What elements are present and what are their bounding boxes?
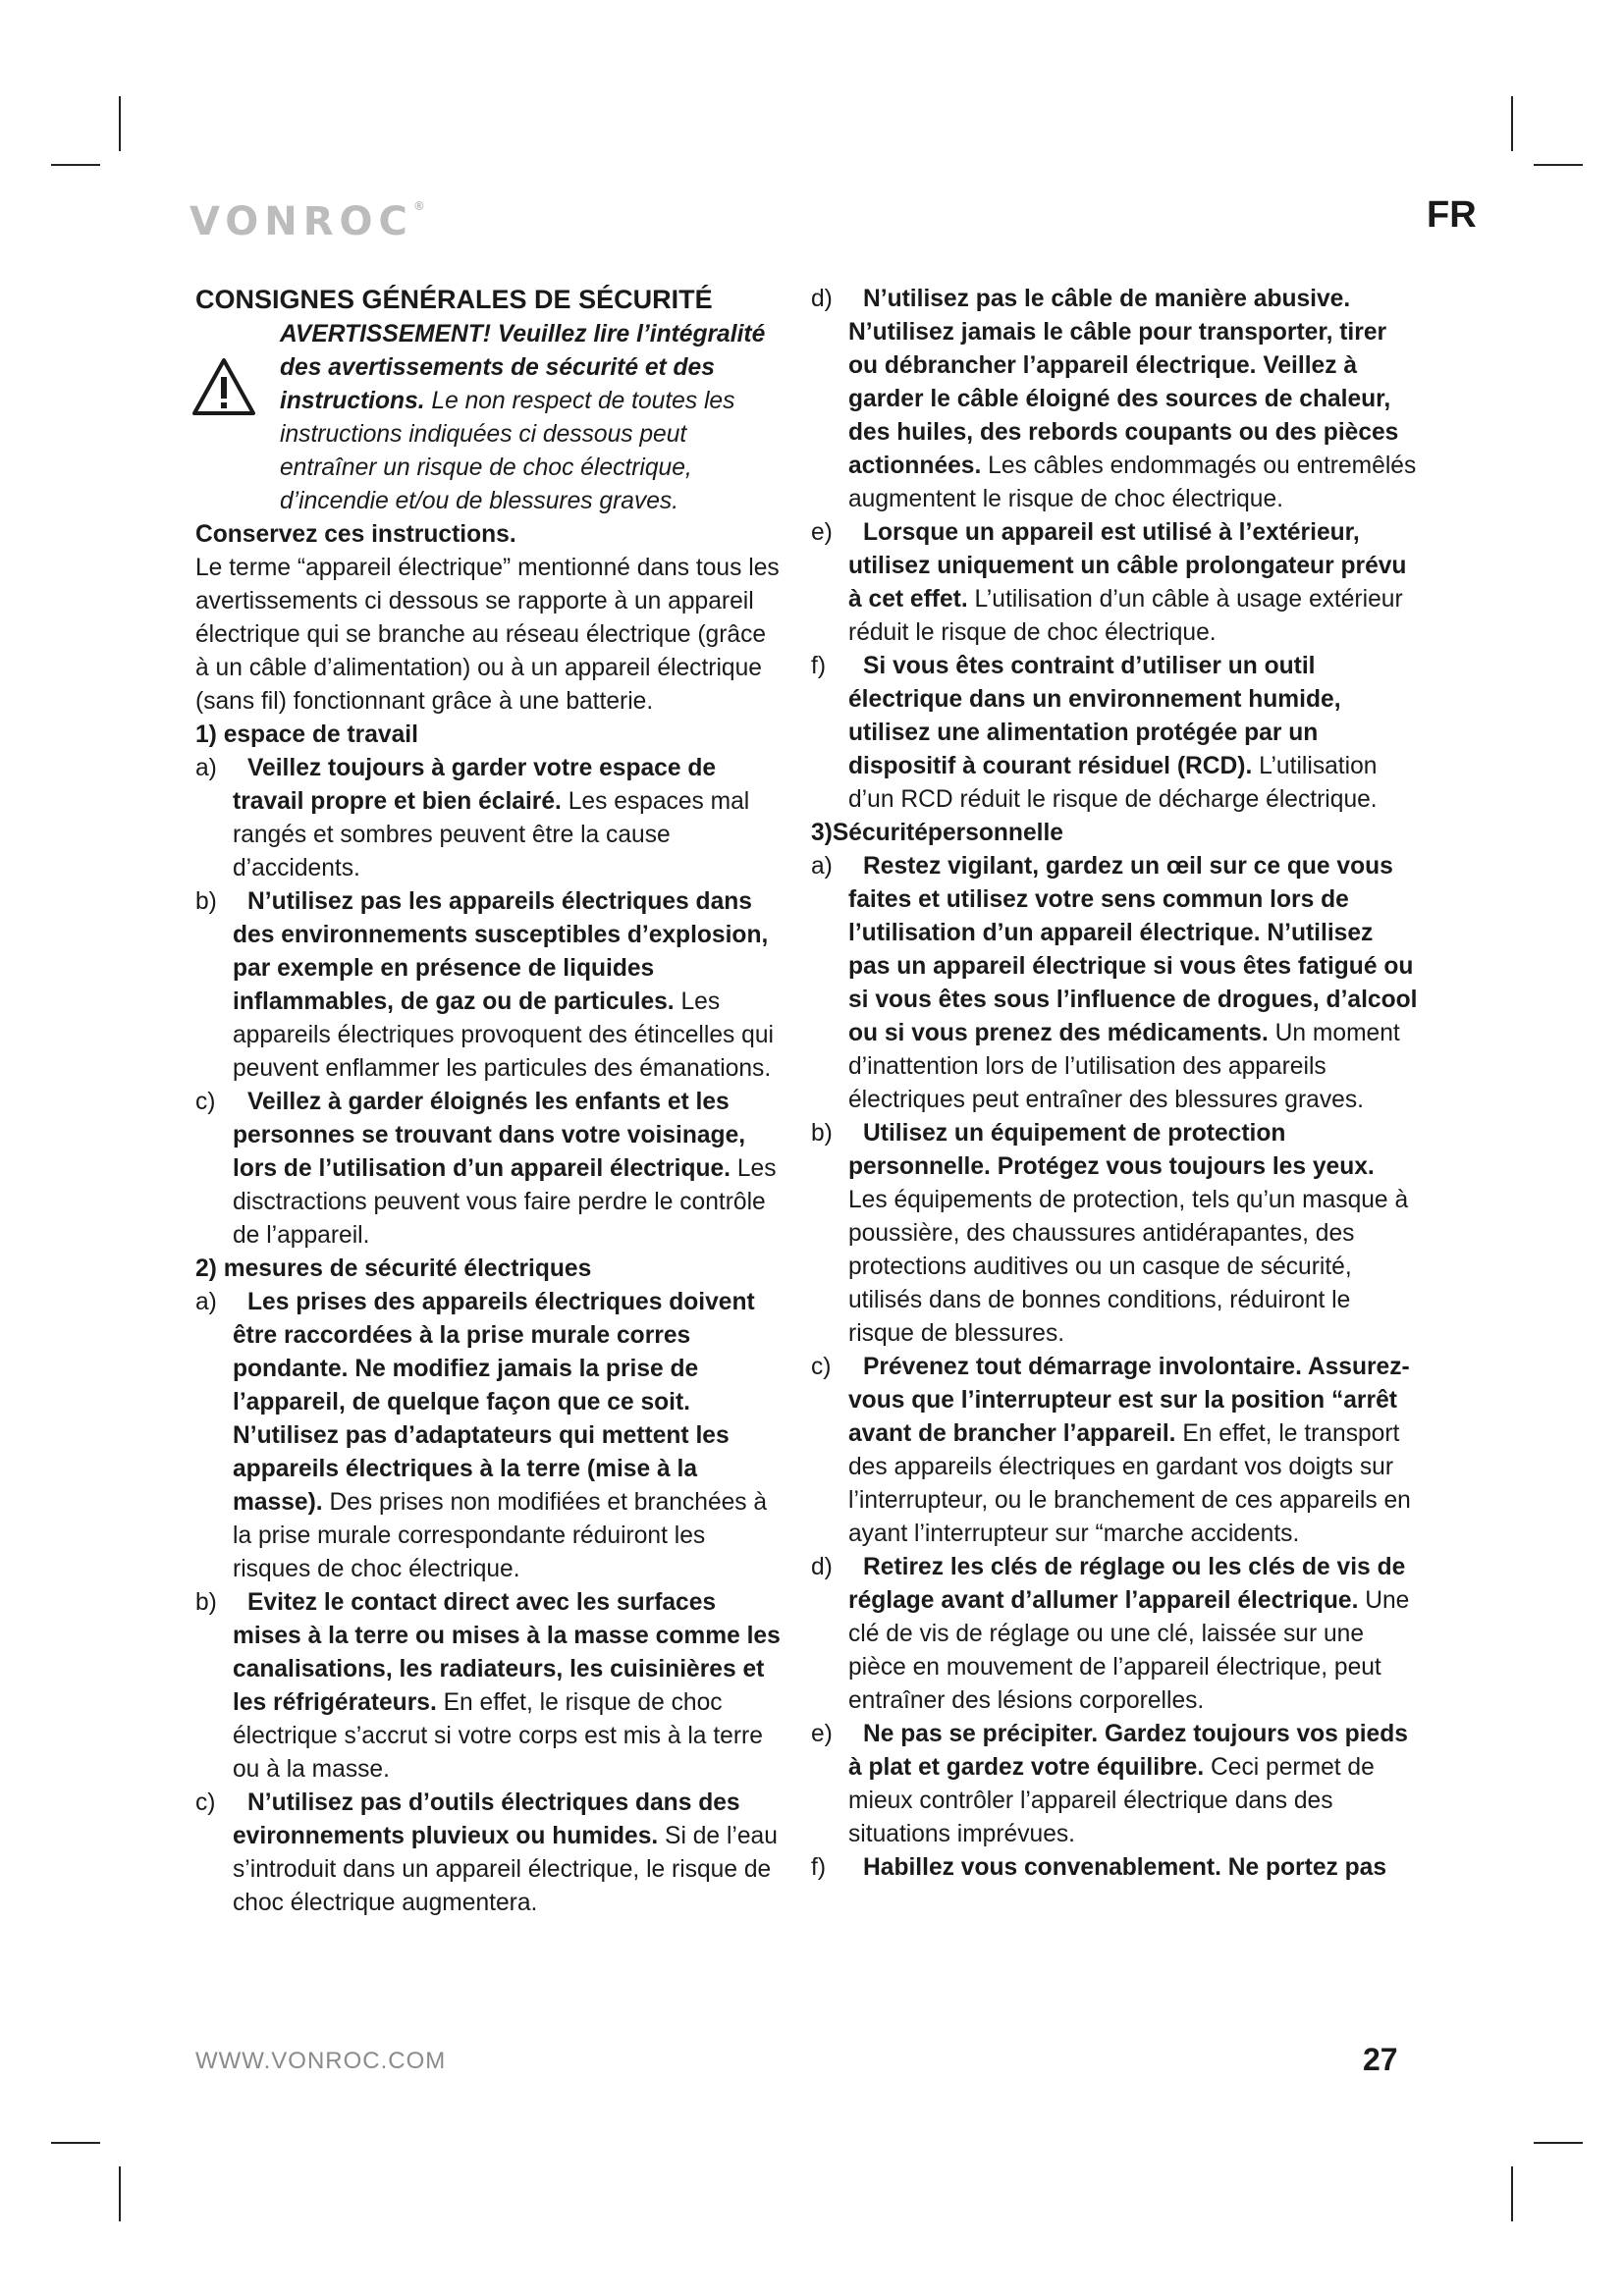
- list-item: e) Ne pas se précipiter. Gardez toujours vos pieds à plat et gardez votre équilibre. Ceci permet de mieux contrôler l’appareil électrique dans des situations imprévues.: [811, 1721, 1408, 1847]
- keep-instructions-title: Conservez ces instructions.: [195, 521, 516, 548]
- crop-mark: [1534, 164, 1583, 166]
- list-item: e) Lorsque un appareil est utilisé à l’extérieur, utilisez uniquement un câble prolongateur prévu à cet effet. L’utilisation d’un câble à usage extérieur réduit le risque de choc électrique.: [811, 519, 1407, 646]
- list-item: b) N’utilisez pas les appareils électriques dans des environnements susceptibles d’explosion, par exemple en présence de liquides inflammables, de gaz ou de particules. Les appareils électriques provoquent des étincelles qui peuvent enflammer les particules des émanations.: [195, 888, 774, 1082]
- warning-text: AVERTISSEMENT! Veuillez lire l’intégralité des avertissements de sécurité et des instructions. Le non respect de toutes les instructions indiquées ci dessous peut entraîner un risque de choc électrique, d’incendie et/ou de blessures graves.: [280, 321, 766, 514]
- crop-mark: [51, 164, 100, 166]
- brand-logo: VONROC®: [189, 199, 425, 244]
- list-item: a) Veillez toujours à garder votre espace de travail propre et bien éclairé. Les espaces mal rangés et sombres peuvent être la cause d’accidents.: [195, 755, 750, 881]
- crop-mark: [119, 2166, 121, 2221]
- section-3-title: 3)Sécuritépersonnelle: [811, 820, 1063, 846]
- list-item: c) Prévenez tout démarrage involontaire. Assurez-vous que l’interrupteur est sur la position “arrêt avant de brancher l’appareil. En effet, le transport des appareils électriques en gardant vos doigts sur l’interrupteur, ou le branchement de ces appareils en ayant l’interrupteur sur “marche accidents.: [811, 1354, 1411, 1547]
- left-column: [195, 283, 785, 1920]
- list-item: b) Utilisez un équipement de protection personnelle. Protégez vous toujours les yeux. Les équipements de protection, tels qu’un masque à poussière, des chaussures antidérapantes, des protections auditives ou un casque de sécurité, utilisés dans de bonnes conditions, réduiront le risque de blessures.: [811, 1120, 1409, 1347]
- list-item: b) Evitez le contact direct avec les surfaces mises à la terre ou mises à la masse comme les canalisations, les radiateurs, les cuisinières et les réfrigérateurs. En effet, le risque de choc électrique s’accrut si votre corps est mis à la terre ou à la masse.: [195, 1589, 781, 1783]
- section-2-list-continued: [811, 283, 1420, 817]
- section-title: CONSIGNES GÉNÉRALES DE SÉCURITÉ: [195, 285, 713, 314]
- list-item: a) Restez vigilant, gardez un œil sur ce que vous faites et utilisez votre sens commun lors de l’utilisation d’un appareil électrique. N’utilisez pas un appareil électrique si vous êtes fatigué ou si vous êtes sous l’influence de drogues, d’alcool ou si vous prenez des médicaments. Un moment d’inattention lors de l’utilisation des appareils électriques peut entraîner des blessures graves.: [811, 853, 1418, 1113]
- right-column: [811, 283, 1420, 1885]
- page-number: 27: [1363, 2042, 1398, 2077]
- section-2-title: 2) mesures de sécurité électriques: [195, 1255, 592, 1282]
- keep-instructions-text: Le terme “appareil électrique” mentionné dans tous les avertissements ci dessous se rapporte à un appareil électrique qui se branche au réseau électrique (grâce à un câble d’alimentation) ou à un appareil électrique (sans fil) fonctionnant grâce à une batterie.: [195, 555, 780, 715]
- list-item: f) Habillez vous convenablement. Ne portez pas: [811, 1854, 1387, 1881]
- list-item: d) Retirez les clés de réglage ou les clés de vis de réglage avant d’allumer l’appareil électrique. Une clé de vis de réglage ou une clé, laissée sur une pièce en mouvement de l’appareil électrique, peut entraîner des lésions corporelles.: [811, 1554, 1410, 1714]
- list-item: c) N’utilisez pas d’outils électriques dans des evironnements pluvieux ou humides. Si de l’eau s’introduit dans un appareil électrique, le risque de choc électrique augmentera.: [195, 1789, 778, 1916]
- crop-mark: [119, 96, 121, 151]
- list-item: a) Les prises des appareils électriques doivent être raccordées à la prise murale corres pondante. Ne modifiez jamais la prise de l’appareil, de quelque façon que ce soit. N’utilisez pas d’adaptateurs qui mettent les appareils électriques à la terre (mise à la masse). Des prises non modifiées et branchées à la prise murale correspondante réduiront les risques de choc électrique.: [195, 1289, 768, 1582]
- list-item: d) N’utilisez pas le câble de manière abusive. N’utilisez jamais le câble pour transporter, tirer ou débrancher l’appareil électrique. Veillez à garder le câble éloigné des sources de chaleur, des huiles, des rebords coupants ou des pièces actionnées. Les câbles endommagés ou entremêlés augmentent le risque de choc électrique.: [811, 286, 1417, 512]
- list-item: f) Si vous êtes contraint d’utiliser un outil électrique dans un environnement humide, utilisez une alimentation protégée par un dispositif à courant résiduel (RCD). L’utilisation d’un RCD réduit le risque de décharge électrique.: [811, 653, 1378, 813]
- list-item: c) Veillez à garder éloignés les enfants et les personnes se trouvant dans votre voisinage, lors de l’utilisation d’un appareil électrique. Les disctractions peuvent vous faire perdre le contrôle de l’appareil.: [195, 1089, 777, 1249]
- language-code: FR: [1427, 194, 1477, 236]
- crop-mark: [1511, 2166, 1513, 2221]
- section-3-list: [811, 850, 1420, 1885]
- warning-block: [195, 318, 785, 518]
- crop-mark: [51, 2142, 100, 2144]
- section-2-list: [195, 1286, 785, 1920]
- footer-url: WWW.VONROC.COM: [195, 2048, 447, 2074]
- section-1-title: 1) espace de travail: [195, 721, 418, 748]
- warning-triangle-icon: [191, 357, 256, 416]
- crop-mark: [1511, 96, 1513, 151]
- crop-mark: [1534, 2142, 1583, 2144]
- section-1-list: [195, 752, 785, 1253]
